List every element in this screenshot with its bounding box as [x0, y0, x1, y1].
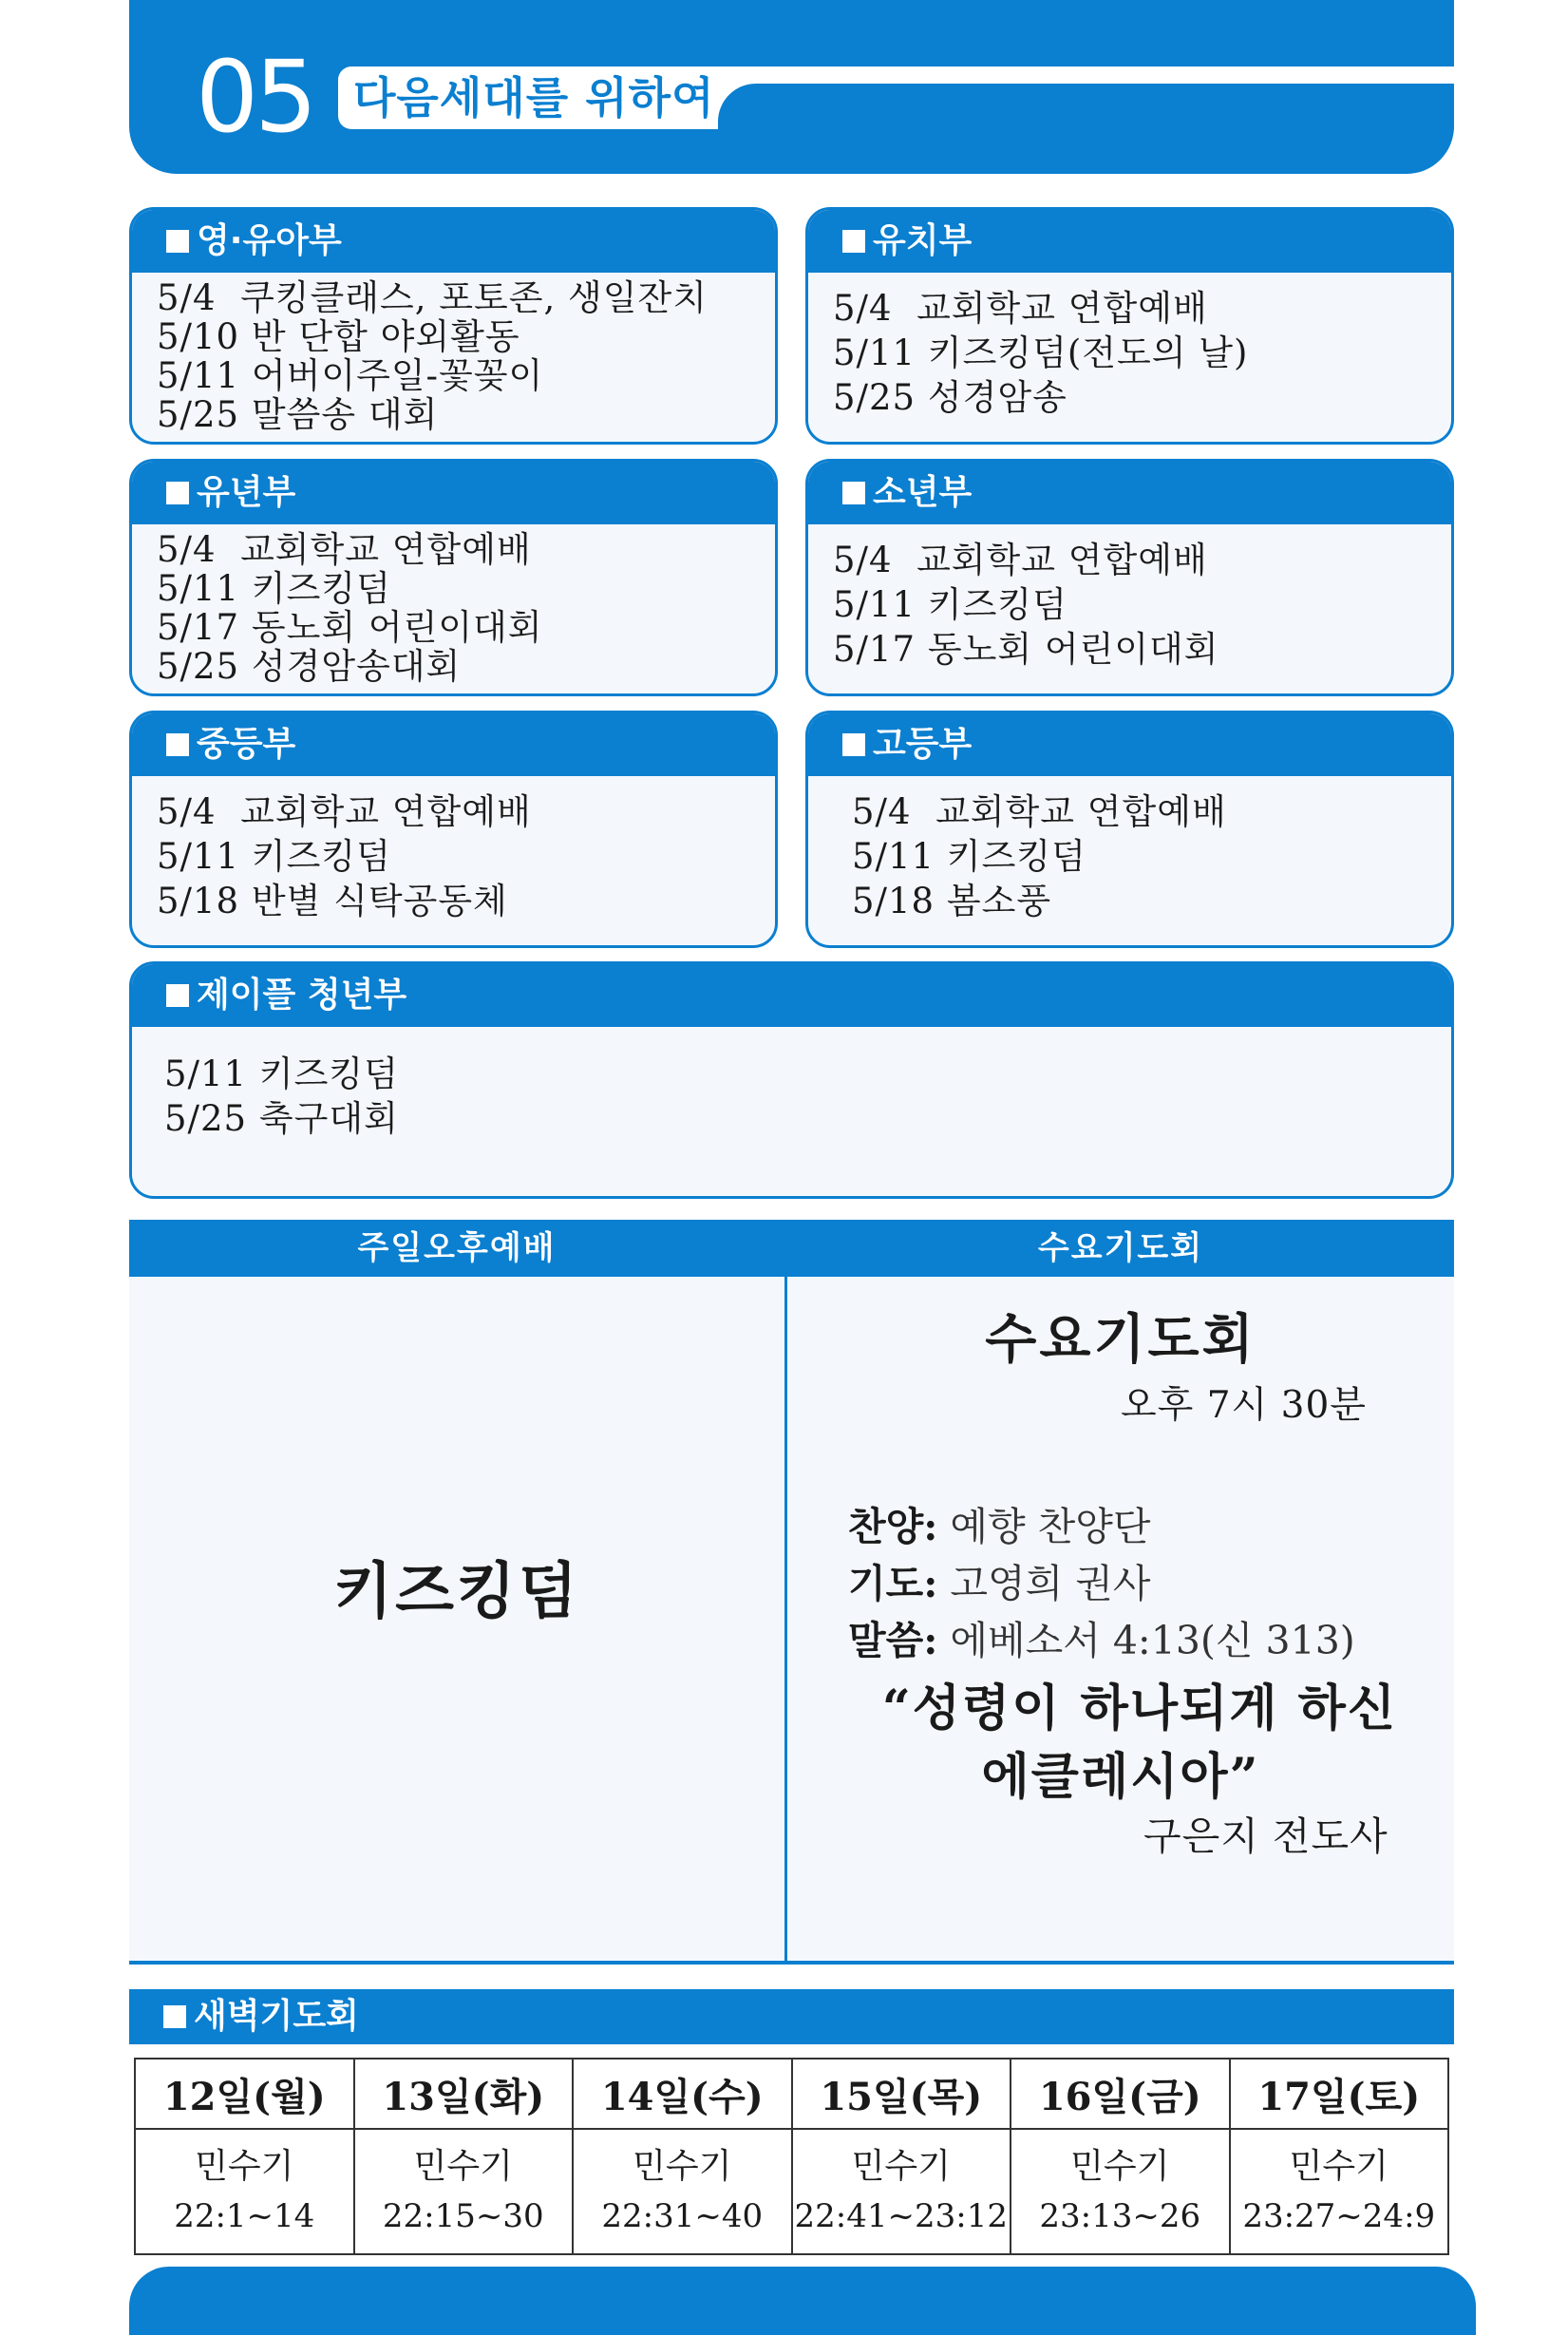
schedule-item: 5/4 교회학교 연합예배 [852, 791, 1227, 832]
reading-ref: 22:15~30 [382, 2197, 544, 2235]
reading-cell [135, 2129, 354, 2254]
dept-schedule [132, 524, 775, 686]
reading-cell [1230, 2129, 1449, 2254]
dept-box-young-adults [129, 961, 1454, 1199]
reading-cell [573, 2129, 792, 2254]
reading-ref: 22:41~23:12 [794, 2197, 1008, 2235]
sermon-row [848, 1609, 1355, 1665]
schedule-item: 5/11 어버이주일-꽃꽂이 [157, 355, 544, 396]
dept-name: 소년부 [873, 473, 973, 512]
square-bullet-icon [842, 482, 865, 504]
prayer-row [848, 1552, 1150, 1608]
schedule-item: 5/18 반별 식탁공동체 [157, 881, 508, 921]
dawn-prayer-table [134, 2058, 1449, 2255]
prayer-label: 기도: [848, 1561, 938, 1606]
schedule-item: 5/4 교회학교 연합예배 [833, 288, 1208, 329]
schedule-item: 5/17 동노회 어린이대회 [833, 629, 1219, 670]
dept-name: 고등부 [873, 725, 973, 764]
day-cell: 13일(화) [354, 2059, 574, 2129]
day-cell: 15일(목) [792, 2059, 1011, 2129]
schedule-item: 5/25 성경암송 [833, 377, 1067, 418]
schedule-item: 5/10 반 단합 야외활동 [157, 316, 520, 357]
square-bullet-icon [166, 482, 189, 504]
reading-book: 민수기 [633, 2147, 732, 2186]
sermon-label: 말씀: [848, 1618, 938, 1663]
dept-heading [132, 964, 1451, 1027]
reading-cell [792, 2129, 1011, 2254]
dept-heading [808, 713, 1451, 776]
dept-schedule [132, 273, 775, 434]
page-footer-bar [129, 2267, 1476, 2335]
page-header [129, 0, 1454, 174]
reading-ref: 22:31~40 [601, 2197, 764, 2235]
dept-name: 유년부 [197, 473, 296, 512]
dept-name: 영·유아부 [197, 221, 342, 260]
table-row [135, 2129, 1448, 2254]
reading-ref: 22:1~14 [174, 2197, 315, 2235]
sermon-title-line2: 에클레시아” [981, 1748, 1260, 1806]
schedule-item: 5/4 쿠킹클래스, 포토존, 생일잔치 [157, 277, 708, 318]
reading-cell [1011, 2129, 1230, 2254]
day-cell: 16일(금) [1011, 2059, 1230, 2129]
schedule-item: 5/11 키즈킹덤 [833, 584, 1067, 625]
reading-book: 민수기 [851, 2147, 951, 2186]
section-number: 05 [196, 39, 314, 155]
wednesday-time: 오후 7시 30분 [1121, 1384, 1367, 1427]
reading-cell [354, 2129, 574, 2254]
square-bullet-icon [166, 984, 189, 1007]
table-row [135, 2059, 1448, 2129]
dept-box-infant [129, 207, 778, 445]
square-bullet-icon [166, 230, 189, 253]
dept-name: 유치부 [873, 221, 973, 260]
schedule-item: 5/4 교회학교 연합예배 [157, 791, 532, 832]
header-notch [718, 84, 1454, 129]
day-cell: 12일(월) [135, 2059, 354, 2129]
schedule-item: 5/11 키즈킹덤 [164, 1054, 399, 1094]
dept-name: 제이플 청년부 [197, 976, 407, 1015]
schedule-item: 5/4 교회학교 연합예배 [833, 540, 1208, 580]
schedule-item: 5/18 봄소풍 [852, 881, 1052, 921]
dept-heading [132, 713, 775, 776]
dawn-heading-label: 새벽기도회 [194, 1997, 359, 2036]
sunday-service-heading: 주일오후예배 [129, 1220, 784, 1277]
schedule-item: 5/11 키즈킹덤 [852, 836, 1086, 877]
square-bullet-icon [163, 2005, 186, 2028]
reading-book: 민수기 [413, 2147, 513, 2186]
day-cell: 17일(토) [1230, 2059, 1449, 2129]
dept-heading [808, 462, 1451, 524]
sunday-service-content: 키즈킹덤 [333, 1556, 580, 1627]
sermon-title-line1: “성령이 하나되게 하신 [881, 1680, 1398, 1737]
praise-value: 예향 찬양단 [937, 1504, 1151, 1549]
square-bullet-icon [166, 733, 189, 756]
dept-schedule [808, 524, 1451, 672]
square-bullet-icon [842, 230, 865, 253]
praise-label: 찬양: [848, 1504, 938, 1549]
schedule-item: 5/25 말씀송 대회 [157, 394, 439, 435]
wednesday-service-heading: 수요기도회 [787, 1220, 1454, 1277]
prayer-value: 고영희 권사 [937, 1561, 1151, 1606]
schedule-item: 5/17 동노회 어린이대회 [157, 607, 543, 648]
dept-schedule [808, 776, 1451, 923]
schedule-item: 5/11 키즈킹덤(전도의 날) [833, 332, 1249, 373]
dept-schedule [132, 776, 775, 923]
schedule-item: 5/25 축구대회 [164, 1098, 399, 1139]
schedule-item: 5/25 성경암송대회 [157, 646, 462, 687]
dept-box-youth [805, 459, 1454, 696]
praise-row [848, 1495, 1150, 1551]
reading-book: 민수기 [1070, 2147, 1170, 2186]
reading-ref: 23:27~24:9 [1242, 2197, 1436, 2235]
dept-heading [132, 462, 775, 524]
sermon-value: 에베소서 4:13(신 313) [937, 1618, 1355, 1663]
dept-box-elementary [129, 459, 778, 696]
dept-schedule [132, 1027, 1451, 1141]
dept-heading [808, 210, 1451, 273]
dept-box-high-school [805, 711, 1454, 948]
dept-name: 중등부 [197, 725, 296, 764]
reading-ref: 23:13~26 [1039, 2197, 1201, 2235]
schedule-item: 5/11 키즈킹덤 [157, 836, 391, 877]
schedule-item: 5/4 교회학교 연합예배 [157, 529, 532, 570]
day-cell: 14일(수) [573, 2059, 792, 2129]
square-bullet-icon [842, 733, 865, 756]
dept-heading [132, 210, 775, 273]
page-title: 다음세대를 위하여 [353, 72, 715, 123]
dept-box-middle-school [129, 711, 778, 948]
reading-book: 민수기 [195, 2147, 294, 2186]
dept-box-kindergarten [805, 207, 1454, 445]
service-bottom-rule [129, 1961, 1454, 1965]
preacher-name: 구은지 전도사 [1143, 1813, 1389, 1859]
dept-schedule [808, 273, 1451, 420]
dawn-prayer-heading [129, 1989, 1454, 2044]
schedule-item: 5/11 키즈킹덤 [157, 568, 391, 609]
reading-book: 민수기 [1289, 2147, 1389, 2186]
wednesday-title: 수요기도회 [985, 1308, 1256, 1371]
